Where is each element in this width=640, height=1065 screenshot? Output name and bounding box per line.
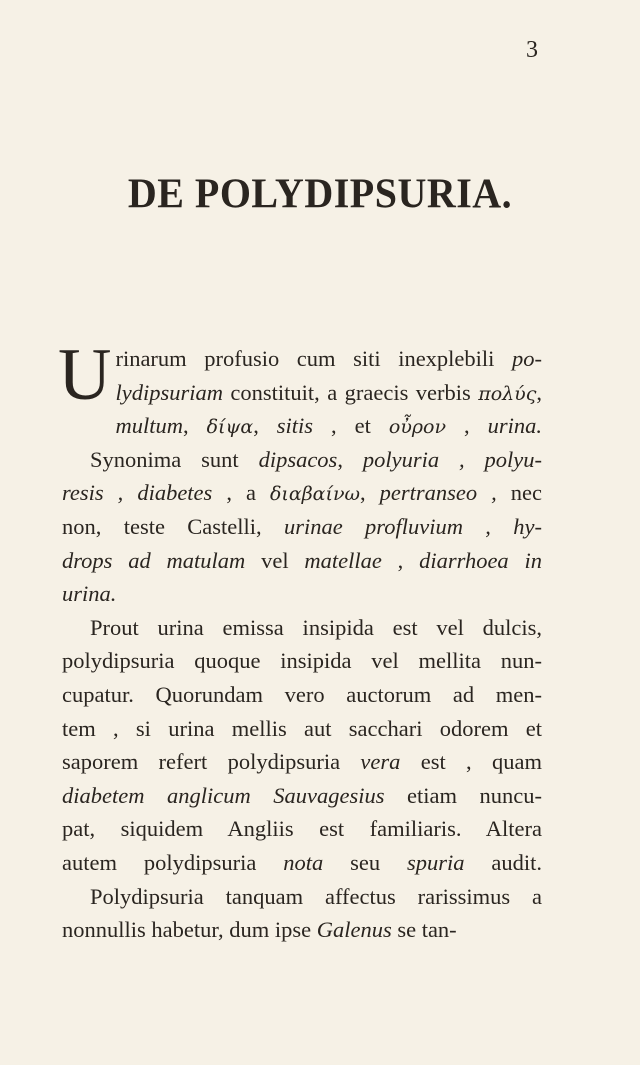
text-run: polydipsuria quoque insipida vel mellita nun- <box>62 648 542 674</box>
text-line <box>62 678 542 712</box>
text-run: se tan- <box>391 917 457 943</box>
italic-text: polyuria , polyu- <box>362 446 542 472</box>
page-number: 3 <box>526 37 538 63</box>
text-run: etiam nuncu- <box>384 782 542 808</box>
text-run: audit. <box>464 849 542 875</box>
text-line <box>62 913 542 947</box>
italic-text: urina. <box>487 413 543 439</box>
text-line <box>62 443 542 477</box>
text-line <box>62 846 542 880</box>
text-run: , <box>182 413 207 439</box>
italic-text: sitis <box>276 413 314 439</box>
text-run: autem polydipsuria <box>62 849 284 875</box>
text-run: , et <box>313 413 389 439</box>
italic-text: resis , diabetes <box>62 480 213 506</box>
text-line <box>62 510 542 544</box>
text-run: , <box>446 413 488 439</box>
text-run: , a <box>212 480 270 506</box>
italic-text: urina. <box>62 581 117 607</box>
text-run: pat, siquidem Angliis est familiaris. Altera <box>62 816 542 842</box>
greek-word: διαβαίνω <box>269 483 360 506</box>
drop-cap: U <box>58 334 112 416</box>
italic-text: Galenus <box>316 917 392 943</box>
text-line <box>62 611 542 645</box>
text-run: nec <box>496 480 543 506</box>
text-run: saporem refert polydipsuria <box>62 749 361 775</box>
text-line <box>62 577 542 611</box>
text-line <box>62 544 542 578</box>
italic-text: dipsacos <box>258 446 338 472</box>
italic-text: spuria <box>406 849 465 875</box>
italic-text: drops ad matulam <box>62 547 246 573</box>
text-line <box>62 712 542 746</box>
text-line <box>62 476 542 510</box>
text-run: , <box>536 379 542 405</box>
text-line <box>62 644 542 678</box>
text-run: seu <box>323 849 407 875</box>
text-line <box>62 409 542 443</box>
text-run: , <box>337 446 363 472</box>
text-line <box>62 745 542 779</box>
text-run: , <box>360 480 380 506</box>
italic-text: nota <box>283 849 324 875</box>
text-line <box>62 880 542 914</box>
text-run: , <box>381 547 420 573</box>
text-run: est , quam <box>400 749 543 775</box>
text-run: tem , si urina mellis aut sacchari odorem et <box>62 715 542 741</box>
italic-text: po- <box>512 346 542 371</box>
text-run: nonnullis habetur, dum ipse <box>62 917 317 943</box>
italic-text: lydipsuriam <box>115 379 223 405</box>
text-run: cupatur. Quorundam vero auctorum ad men- <box>62 681 542 707</box>
text-line <box>62 812 542 846</box>
text-run: Prout urina emissa insipida est vel dulcis, <box>90 614 542 640</box>
text-line <box>62 342 542 376</box>
text-line <box>62 779 542 813</box>
text-run: Polydipsuria tanquam affectus rarissimus a <box>90 883 542 909</box>
text-line <box>62 376 542 410</box>
italic-text: urinae profluvium , hy- <box>283 513 542 539</box>
text-run: vel <box>245 547 305 573</box>
text-run: Synonima sunt <box>90 446 259 472</box>
body-text <box>58 334 543 947</box>
italic-text: vera <box>360 749 401 775</box>
chapter-title: DE POLYDIPSURIA. <box>127 169 513 218</box>
italic-text: pertranseo , <box>379 480 497 506</box>
greek-word: οὖρον <box>388 416 447 439</box>
italic-text: diarrhoea in <box>419 547 542 573</box>
greek-word: πολύς <box>478 382 537 405</box>
greek-word: δίψα <box>206 416 254 439</box>
italic-text: matellae <box>304 547 382 573</box>
text-run: rinarum profusio cum siti inexplebili <box>115 346 512 371</box>
text-run: non, teste Castelli, <box>62 513 284 539</box>
italic-text: multum <box>115 413 183 439</box>
text-run: , <box>253 413 277 439</box>
italic-text: diabetem anglicum Sauvagesius <box>62 782 385 808</box>
text-run: constituit, a graecis verbis <box>222 379 479 405</box>
